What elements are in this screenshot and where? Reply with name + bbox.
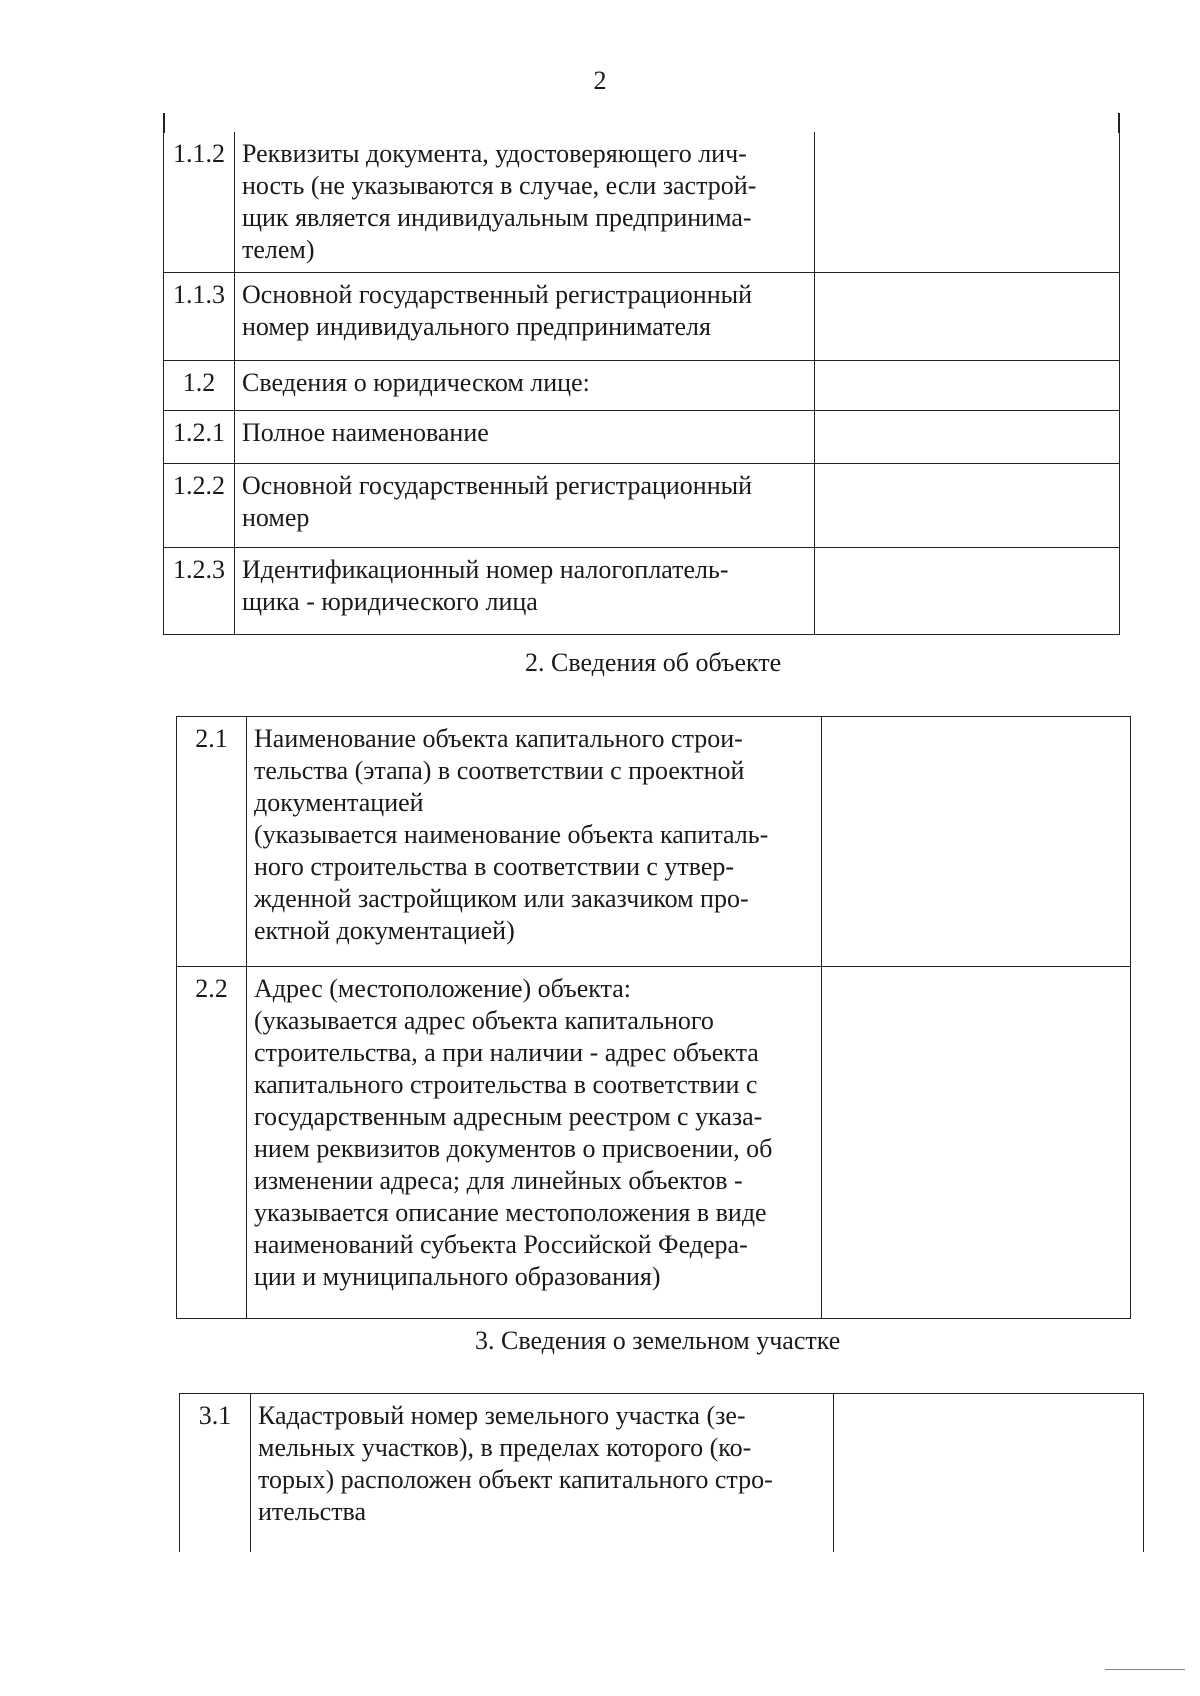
page-number: 2 <box>593 66 607 95</box>
row-number: 3.1 <box>180 1394 251 1552</box>
row-description: Наименование объекта капитального строи- тельства (этапа) в соответствии с проектной документацией (указывается наименование объекта капиталь- ного строительства в соответствии с утвер- жденной застройщиком или заказчиком про- ектной документацией) <box>247 717 822 967</box>
row-value-field[interactable] <box>815 464 1120 548</box>
table-row <box>180 1394 1144 1552</box>
table-row <box>164 361 1120 411</box>
row-value-field[interactable] <box>815 132 1120 273</box>
row-number: 2.2 <box>177 967 247 1319</box>
row-description: Идентификационный номер налогоплатель- щика - юридического лица <box>235 548 815 635</box>
table-row <box>164 411 1120 464</box>
table1-top-edge-left <box>163 113 165 133</box>
table-row <box>177 967 1131 1319</box>
row-description: Основной государственный регистрационный номер <box>235 464 815 548</box>
row-number: 1.2.3 <box>164 548 235 635</box>
table-row <box>164 464 1120 548</box>
row-description: Полное наименование <box>235 411 815 464</box>
row-number: 1.1.3 <box>164 273 235 361</box>
row-number: 1.1.2 <box>164 132 235 273</box>
row-value-field[interactable] <box>815 548 1120 635</box>
row-description: Реквизиты документа, удостоверяющего лич- ность (не указываются в случае, если застрой- щик является индивидуальным предпринима- телем) <box>235 132 815 273</box>
row-description: Кадастровый номер земельного участка (зе- мельных участков), в пределах которого (ко- торых) расположен объект капитального стро- ительства <box>251 1394 834 1552</box>
row-description: Сведения о юридическом лице: <box>235 361 815 411</box>
scan-artifact-line <box>1105 1669 1185 1670</box>
row-value-field[interactable] <box>822 717 1131 967</box>
table-row <box>164 132 1120 273</box>
table1-top-edge-right <box>1118 113 1120 133</box>
table-applicant-details <box>163 132 1120 635</box>
row-value-field[interactable] <box>822 967 1131 1319</box>
row-value-field[interactable] <box>815 411 1120 464</box>
table-row <box>164 273 1120 361</box>
row-value-field[interactable] <box>815 273 1120 361</box>
table-object-details <box>176 716 1131 1319</box>
table-land-plot-details <box>179 1393 1144 1552</box>
row-number: 1.2.2 <box>164 464 235 548</box>
table-row <box>177 717 1131 967</box>
row-number: 1.2.1 <box>164 411 235 464</box>
table-row <box>164 548 1120 635</box>
row-value-field[interactable] <box>834 1394 1144 1552</box>
section-heading-object: 2. Сведения об объекте <box>525 648 782 677</box>
row-value-field[interactable] <box>815 361 1120 411</box>
row-number: 1.2 <box>164 361 235 411</box>
row-description: Основной государственный регистрационный номер индивидуального предпринимателя <box>235 273 815 361</box>
row-number: 2.1 <box>177 717 247 967</box>
row-description: Адрес (местоположение) объекта: (указывается адрес объекта капитального строительства, а при наличии - адрес объекта капитального строительства в соответствии с государственным адресным реестром с указа- нием реквизитов документов о присвоении, об изменении адреса; для линейных объектов - указывается описание местоположения в виде наименований субъекта Российской Федера- ции и муниципального образования) <box>247 967 822 1319</box>
section-heading-land-plot: 3. Сведения о земельном участке <box>475 1326 841 1355</box>
